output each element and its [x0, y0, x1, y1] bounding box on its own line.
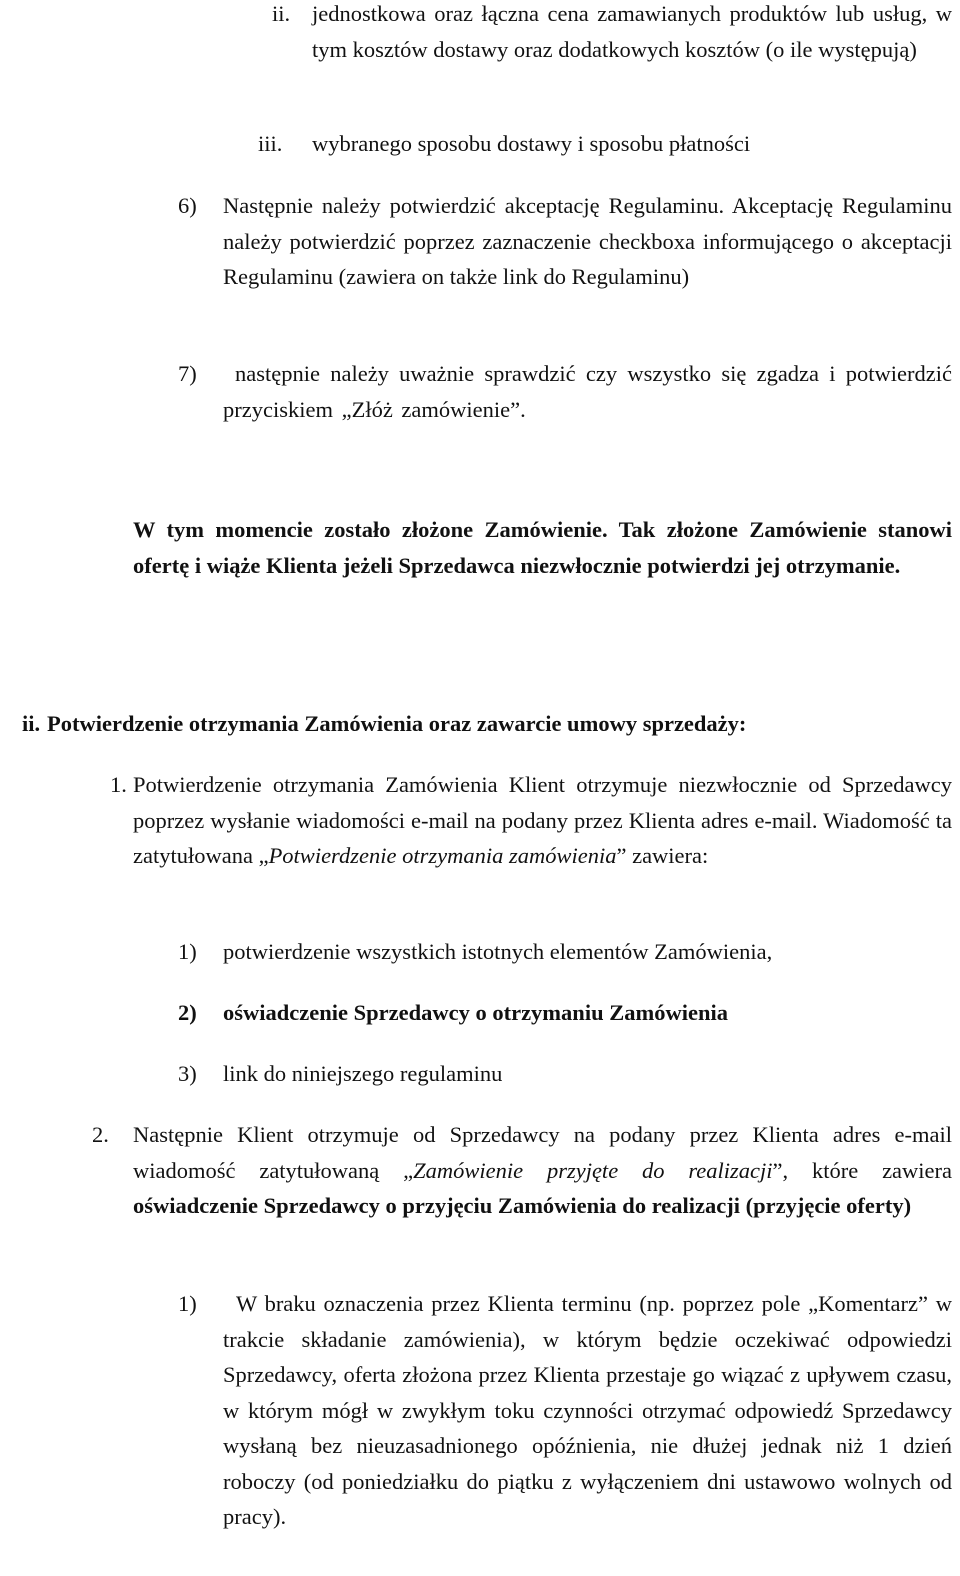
accepted-statement: oświadczenie Sprzedawcy o przyjęciu Zamówienia do realizacji (przyjęcie oferty)	[133, 1193, 912, 1218]
point-marker-1: 1.	[110, 772, 127, 797]
step-marker-7: 7)	[178, 361, 197, 386]
confirmation-item-marker-2: 2)	[178, 1000, 197, 1025]
order-accepted-paragraph	[133, 1117, 952, 1224]
step-accept-terms: Następnie należy potwierdzić akceptację Regulaminu. Akceptację Regulaminu należy potwierdzić poprzez zaznaczenie checkboxa informującego o akceptacji Regulaminu (zawiera on także link do Regulaminu)	[223, 193, 952, 289]
step-marker-6: 6)	[178, 193, 197, 218]
confirmation-item-marker-3: 3)	[178, 1061, 197, 1086]
order-confirmation-paragraph	[133, 767, 952, 874]
list-marker-iii: iii.	[258, 131, 283, 156]
accepted-email-title: Zamówienie przyjęte do realizacji	[413, 1157, 773, 1183]
accepted-sub-marker-1: 1)	[178, 1291, 197, 1316]
confirmation-email-title: Potwierdzenie otrzymania zamówienia	[268, 843, 617, 868]
order-placed-notice: W tym momencie zostało złożone Zamówienie. Tak złożone Zamówienie stanowi ofertę i wiąże Klienta jeżeli Sprzedawca niezwłocznie potwierdzi jej otrzymanie.	[133, 517, 952, 578]
step-verify-order: następnie należy uważnie sprawdzić czy wszystko się zgadza i potwierdzić przyciskiem „Złóż zamówienie”.	[223, 361, 952, 422]
accepted-text-b: ”, które zawiera	[772, 1157, 953, 1183]
confirmation-item-2: oświadczenie Sprzedawcy o otrzymaniu Zamówienia	[223, 1000, 728, 1025]
accepted-text-a: Następnie Klient otrzymuje od Sprzedawcy na podany przez Klienta adres e-mail wiadomość zatytułowaną „	[133, 1122, 952, 1183]
offer-expiry-paragraph: W braku oznaczenia przez Klienta terminu (np. poprzez pole „Komentarz” w trakcie składanie zamówienia), w którym będzie oczekiwać odpowiedzi Sprzedawcy, oferta złożona przez Klienta przestaje go wiązać z upływem czasu, w którym mógł w zwykłym toku czynności otrzymać odpowiedź Sprzedawcy wysłaną bez nieuzasadnionego opóźnienia, nie dłużej jednak niż 1 dzień roboczy (od poniedziałku do piątku z wyłączeniem dni ustawowo wolnych od pracy).	[223, 1291, 952, 1529]
list-item-delivery: wybranego sposobu dostawy i sposobu płatności	[312, 131, 751, 156]
confirmation-text-b: ” zawiera:	[616, 843, 709, 868]
list-item-price: jednostkowa oraz łączna cena zamawianych produktów lub usług, w tym kosztów dostawy oraz dodatkowych kosztów (o ile występują)	[312, 1, 952, 62]
confirmation-item-marker-1: 1)	[178, 939, 197, 964]
section-heading: Potwierdzenie otrzymania Zamówienia oraz zawarcie umowy sprzedaży:	[47, 711, 747, 736]
section-marker-ii: ii.	[22, 711, 41, 736]
confirmation-item-1: potwierdzenie wszystkich istotnych elementów Zamówienia,	[223, 939, 773, 964]
confirmation-item-3: link do niniejszego regulaminu	[223, 1061, 503, 1086]
confirmation-text-a: Potwierdzenie otrzymania Zamówienia Klient otrzymuje niezwłocznie od Sprzedawcy poprzez wysłanie wiadomości e-mail na podany przez Klienta adres e-mail. Wiadomość ta zatytułowana „	[133, 772, 952, 868]
point-marker-2: 2.	[92, 1122, 109, 1147]
list-marker-ii: ii.	[272, 1, 291, 26]
